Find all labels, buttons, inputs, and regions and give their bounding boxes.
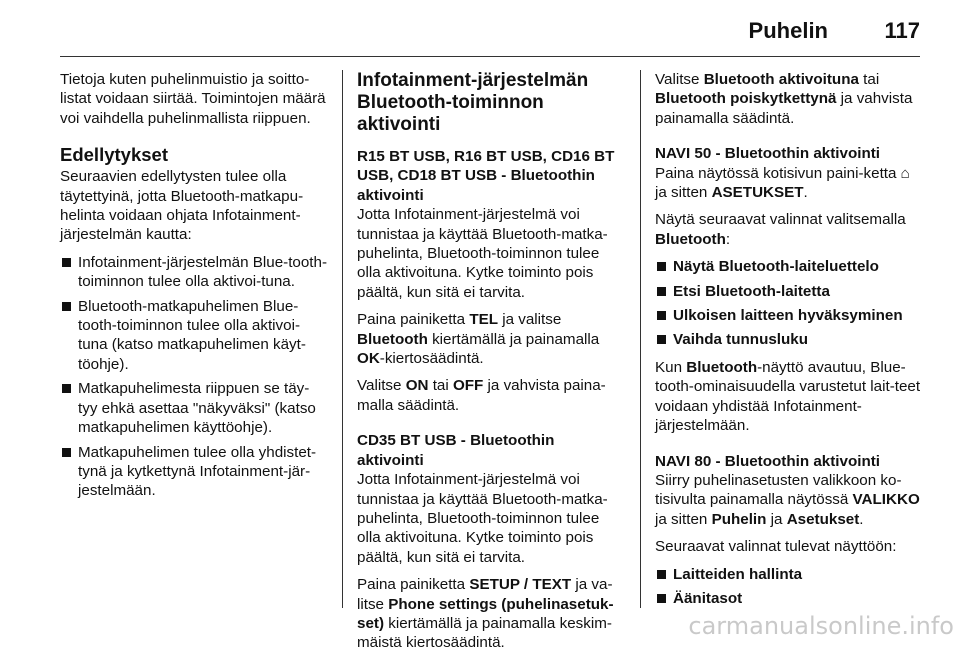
list-item: Ulkoisen laitteen hyväksyminen (655, 306, 925, 325)
list-item: Bluetooth-matkapuhelimen Blue-tooth-toiminnon tulee olla aktivoi-tuna (katso matkapuhelimen käyt-töohje). (60, 297, 328, 375)
paragraph: Paina näytössä kotisivun paini-ketta ⌂ ja sitten ASETUKSET. (655, 164, 910, 202)
paragraph: Paina painiketta TEL ja valitse Bluetooth kiertämällä ja painamalla OK-kiertosäädintä. (357, 311, 600, 368)
list-item: Vaihda tunnusluku (655, 330, 925, 349)
list-item: Etsi Bluetooth-laitetta (655, 282, 925, 301)
column-divider-2 (640, 70, 641, 608)
subheading-cd35: CD35 BT USB - Bluetoothin aktivointi (357, 432, 555, 469)
list-item: Äänitasot (655, 589, 925, 608)
paragraph: Valitse ON tai OFF ja vahvista paina-malla säädintä. (357, 377, 606, 414)
paragraph: Siirry puhelinasetusten valikkoon ko-tisivulta painamalla näytössä VALIKKO ja sitten Puhelin ja Asetukset. (655, 471, 920, 528)
paragraph: Paina painiketta SETUP / TEXT ja va-litse Phone settings (puhelinasetuk-set) kiertämällä ja painamalla keskim-mäistä kiertosäädintä. (357, 576, 614, 652)
list-item: Näytä Bluetooth-laiteluettelo (655, 257, 925, 276)
list-item: Laitteiden hallinta (655, 565, 925, 584)
requirements-list (60, 253, 328, 501)
paragraph: Seuraavat valinnat tulevat näyttöön: (655, 538, 897, 556)
requirements-intro: Seuraavien edellytysten tulee olla täytettyinä, jotta Bluetooth-matkapu-helinta voidaan ohjata Infotainment-järjestelmän kautta: (60, 168, 304, 244)
subheading-r15: R15 BT USB, R16 BT USB, CD16 BT USB, CD18 BT USB - Bluetoothin aktivointi (357, 148, 615, 204)
paragraph: Kun Bluetooth-näyttö avautuu, Blue-tooth-ominaisuudella varustetut lait-teet voidaan yhdistää Infotainment-järjestelmään. (655, 358, 921, 435)
column-2 (357, 70, 625, 661)
watermark: carmanualsonline.info (688, 612, 954, 640)
list-item: Matkapuhelimesta riippuen se täy-tyy ehkä asettaa "näkyväksi" (katso matkapuhelimen käyttöohje). (60, 379, 328, 437)
home-icon: ⌂ (900, 164, 910, 182)
column-1 (60, 70, 328, 509)
paragraph: Valitse Bluetooth aktivoituna tai Bluetooth poiskytkettynä ja vahvista painamalla säädintä. (655, 71, 913, 127)
phone-settings-list (655, 565, 925, 609)
bluetooth-options-list (655, 257, 925, 350)
column-3 (655, 70, 925, 616)
intro-paragraph: Tietoja kuten puhelinmuistio ja soitto-listat voidaan siirtää. Toimintojen määrä voi vaihdella puhelinmallista riippuen. (60, 71, 326, 127)
paragraph: Näytä seuraavat valinnat valitsemalla Bluetooth: (655, 211, 906, 248)
section-heading-activation: Infotainment-järjestelmän Bluetooth-toiminnon aktivointi (357, 70, 589, 135)
page-header (0, 0, 960, 56)
list-item: Infotainment-järjestelmän Blue-tooth-toiminnon tulee olla aktivoi-tuna. (60, 253, 328, 292)
column-divider-1 (342, 70, 343, 608)
page-title: Puhelin (748, 18, 828, 43)
section-heading-requirements: Edellytykset (60, 144, 168, 166)
paragraph: Jotta Infotainment-järjestelmä voi tunnistaa ja käyttää Bluetooth-matka-puhelinta, Bluetooth-toiminnon tulee olla aktivoituna. Kytke toiminto pois päältä, kun sitä ei tarvita. (357, 206, 608, 301)
page-number: 117 (884, 18, 920, 43)
list-item: Matkapuhelimen tulee olla yhdistet-tynä ja kytkettynä Infotainment-jär-jestelmään. (60, 443, 328, 501)
subheading-navi80: NAVI 80 - Bluetoothin aktivointi (655, 452, 881, 470)
paragraph: Jotta Infotainment-järjestelmä voi tunnistaa ja käyttää Bluetooth-matka-puhelinta, Bluetooth-toiminnon tulee olla aktivoituna. Kytke toiminto pois päältä, kun sitä ei tarvita. (357, 471, 608, 566)
header-divider (60, 56, 920, 57)
subheading-navi50: NAVI 50 - Bluetoothin aktivointi (655, 145, 881, 163)
